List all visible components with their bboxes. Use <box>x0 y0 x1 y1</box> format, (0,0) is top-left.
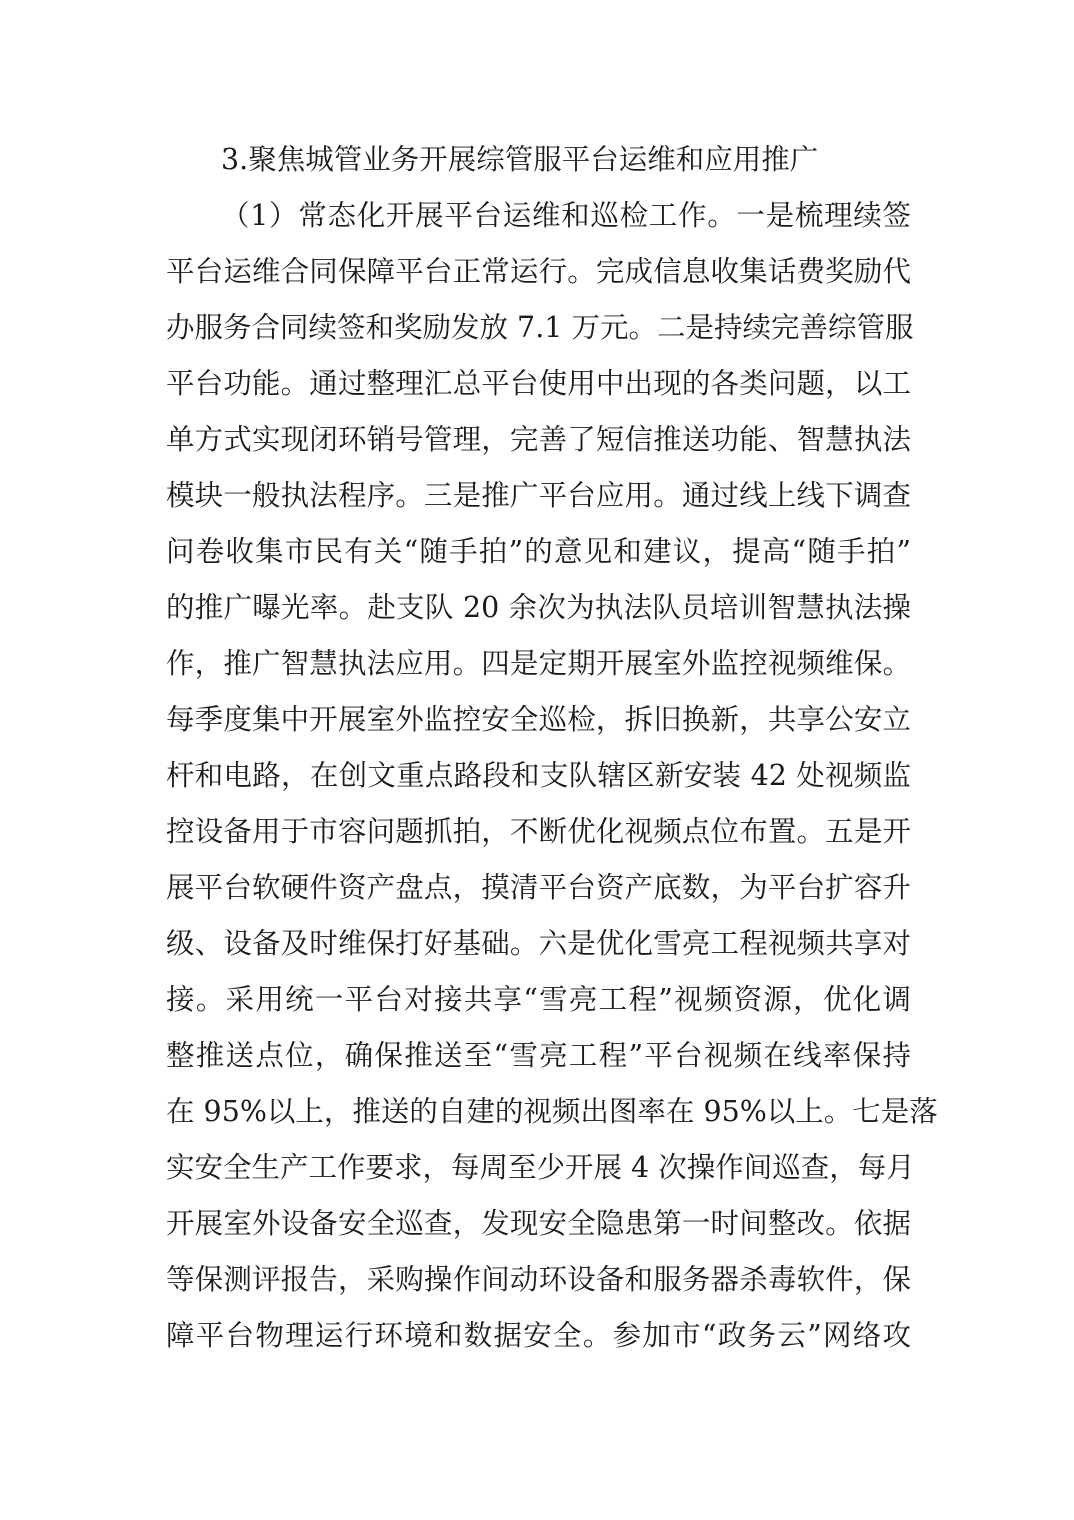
paragraph-line: 的推广曝光率。赴支队 20 余次为执法队员培训智慧执法操 <box>166 591 911 624</box>
paragraph-line: 在 95%以上，推送的自建的视频出图率在 95%以上。七是落 <box>166 1095 938 1128</box>
paragraph-line: 展平台软硬件资产盘点，摸清平台资产底数，为平台扩容升 <box>166 871 911 904</box>
paragraph-line: 作，推广智慧执法应用。四是定期开展室外监控视频维保。 <box>166 647 911 680</box>
paragraph-line: 单方式实现闭环销号管理，完善了短信推送功能、智慧执法 <box>166 423 911 456</box>
paragraph-line: 平台功能。通过整理汇总平台使用中出现的各类问题，以工 <box>166 367 911 400</box>
paragraph-line: 开展室外设备安全巡查，发现安全隐患第一时间整改。依据 <box>166 1207 911 1240</box>
paragraph-line: 级、设备及时维保打好基础。六是优化雪亮工程视频共享对 <box>166 927 911 960</box>
paragraph-line: 接。采用统一平台对接共享“雪亮工程”视频资源，优化调 <box>166 983 911 1016</box>
paragraph-line: 模块一般执法程序。三是推广平台应用。通过线上线下调查 <box>166 479 911 512</box>
paragraph-line: 问卷收集市民有关“随手拍”的意见和建议，提高“随手拍” <box>166 535 911 568</box>
paragraph-line: 整推送点位，确保推送至“雪亮工程”平台视频在线率保持 <box>166 1039 911 1072</box>
paragraph-line: （1）常态化开展平台运维和巡检工作。一是梳理续签 <box>221 199 911 232</box>
paragraph-line: 平台运维合同保障平台正常运行。完成信息收集话费奖励代 <box>166 255 911 288</box>
section-heading: 3.聚焦城管业务开展综管服平台运维和应用推广 <box>221 143 819 176</box>
paragraph-line: 实安全生产工作要求，每周至少开展 4 次操作间巡查，每月 <box>166 1151 915 1184</box>
paragraph-line: 杆和电路，在创文重点路段和支队辖区新安装 42 处视频监 <box>166 759 911 792</box>
paragraph-line: 每季度集中开展室外监控安全巡检，拆旧换新，共享公安立 <box>166 703 911 736</box>
paragraph-line: 控设备用于市容问题抓拍，不断优化视频点位布置。五是开 <box>166 815 911 848</box>
paragraph-line: 等保测评报告，采购操作间动环设备和服务器杀毒软件，保 <box>166 1263 911 1296</box>
paragraph-line: 办服务合同续签和奖励发放 7.1 万元。二是持续完善综管服 <box>166 311 914 344</box>
paragraph-line: 障平台物理运行环境和数据安全。参加市“政务云”网络攻 <box>166 1319 911 1352</box>
